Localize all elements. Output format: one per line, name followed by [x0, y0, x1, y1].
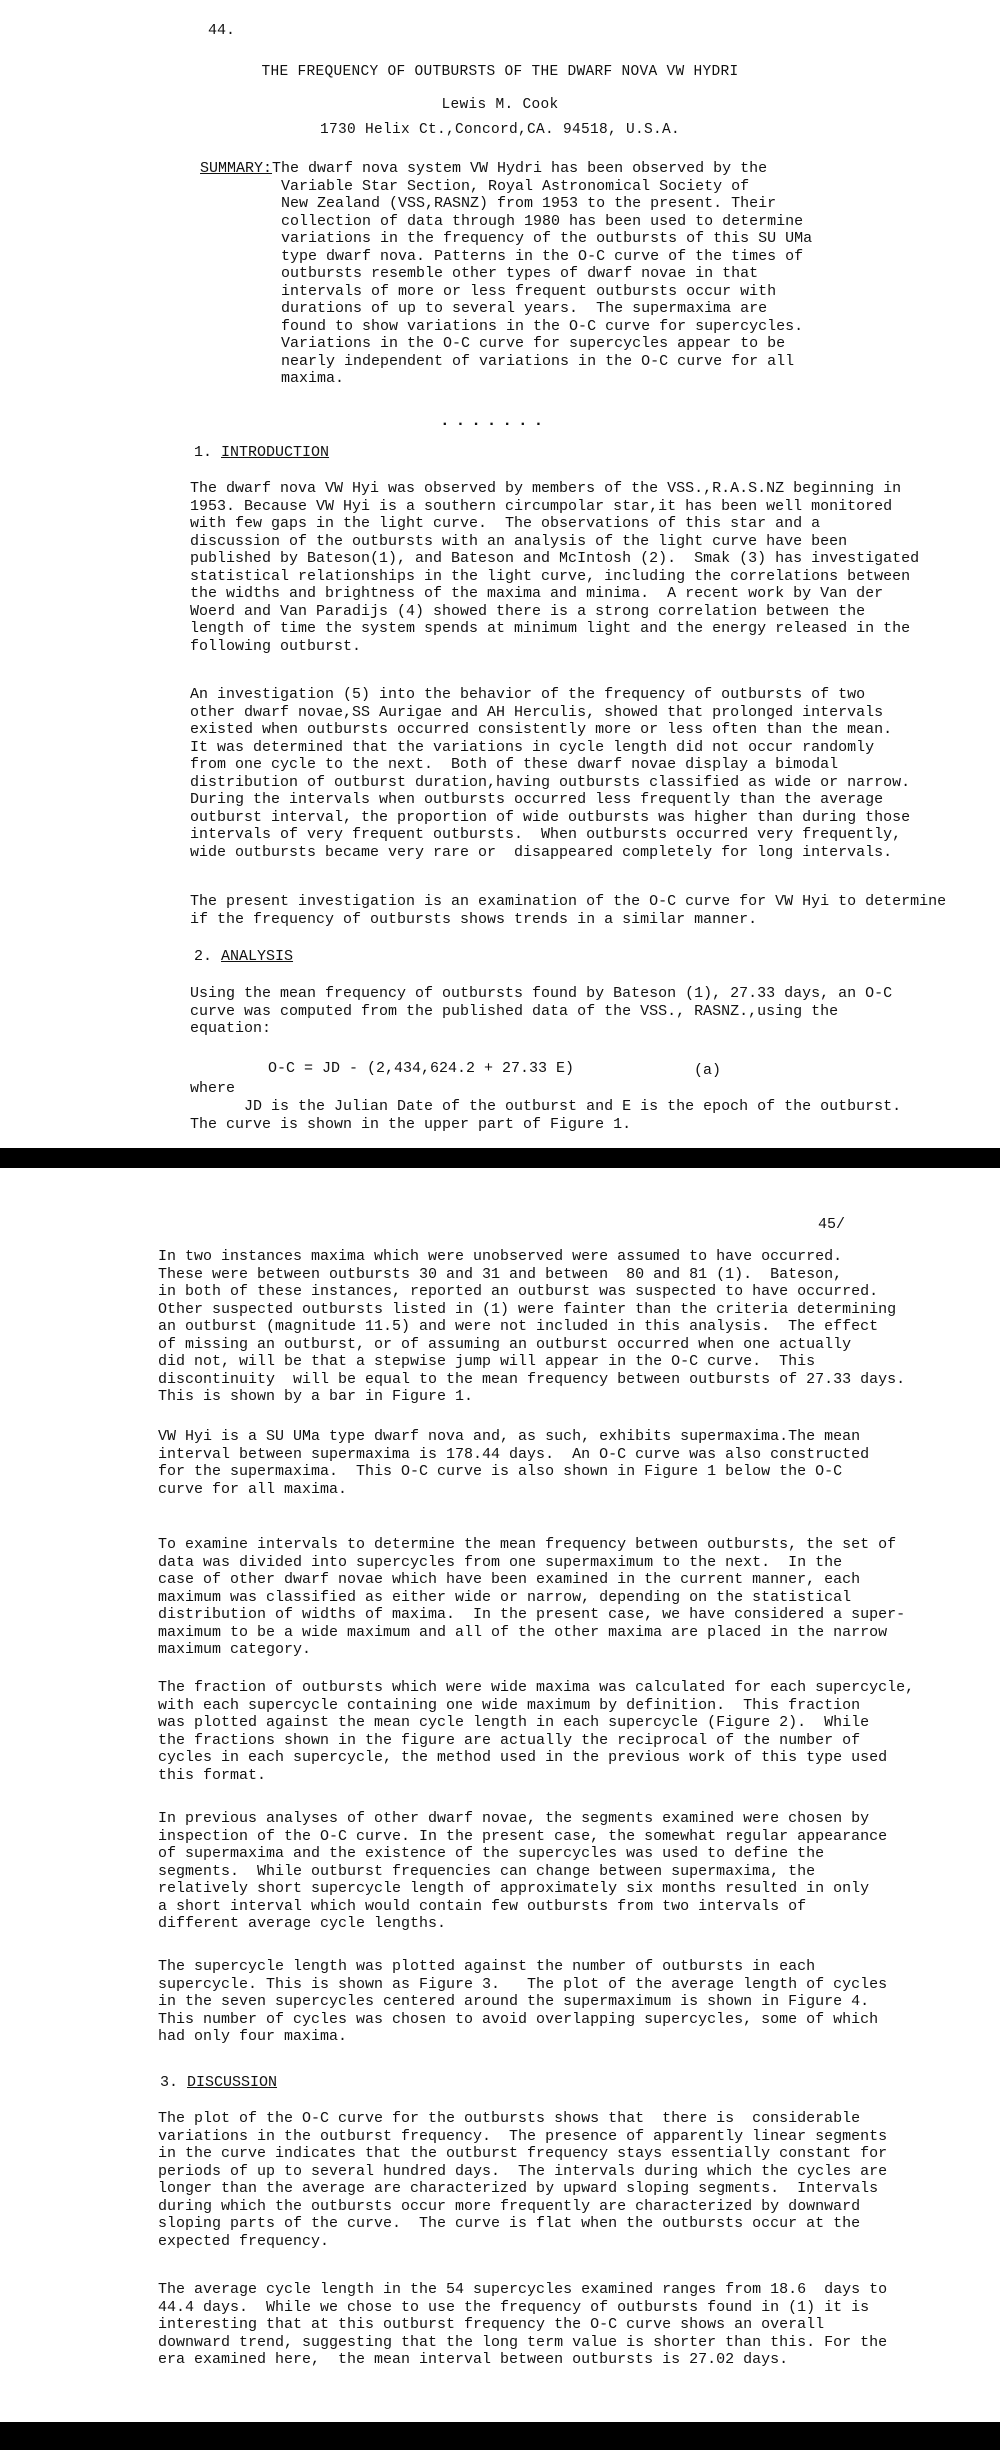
- section-title: DISCUSSION: [187, 2074, 278, 2091]
- page-number: 45/: [818, 1216, 846, 1233]
- analysis-paragraph-6: The fraction of outbursts which were wide maxima was calculated for each supercycle, with each supercycle containing one wide maximum by definition. This fraction was plotted against the mean cycle length in each supercycle (Figure 2). While the fractions shown in the figure are actually the reciprocal of the number of cycles in each supercycle, the method used in the previous work of this type used this format.: [158, 1679, 915, 1784]
- discussion-paragraph-2: The average cycle length in the 54 supercycles examined ranges from 18.6 days to 44.4 days. While we chose to use the frequency of outbursts found in (1) it is interesting that at this outburst frequency the O-C curve shows an overall downward trend, suggesting that the long term value is shorter than this. For the era examined here, the mean interval between outbursts is 27.02 days.: [158, 2281, 888, 2368]
- section-title: ANALYSIS: [221, 948, 294, 965]
- section-heading-introduction: [194, 444, 329, 461]
- analysis-paragraph-2: JD is the Julian Date of the outburst and E is the epoch of the outburst. The curve is shown in the upper part of Figure 1.: [190, 1098, 902, 1133]
- section-heading-discussion: [160, 2074, 277, 2091]
- section-number: 3.: [160, 2074, 188, 2091]
- intro-paragraph-1: The dwarf nova VW Hyi was observed by members of the VSS.,R.A.S.NZ beginning in 1953. Because VW Hyi is a southern circumpolar star,it has been well monitored with few gaps in the light curve. The observations of this star and a discussion of the outbursts with an analysis of the light curve have been published by Bateson(1), and Bateson and McIntosh (2). Smak (3) has investigated statistical relationships in the light curve, including the correlations between the widths and brightness of the maxima and minima. A recent work by Van der Woerd and Van Paradijs (4) showed there is a strong correlation between the length of time the system spends at minimum light and the energy released in the following outburst.: [190, 480, 920, 655]
- section-separator: .......: [440, 412, 550, 430]
- discussion-paragraph-1: The plot of the O-C curve for the outbursts shows that there is considerable variations in the outburst frequency. The presence of apparently linear segments in the curve indicates that the outburst frequency stays essentially constant for periods of up to several hundred days. The intervals during which the cycles are longer than the average are characterized by upward sloping segments. Intervals during which the outbursts occur more frequently are characterized by downward sloping parts of the curve. The curve is flat when the outbursts occur at the expected frequency.: [158, 2110, 888, 2250]
- page-divider: [0, 1148, 1000, 1168]
- intro-paragraph-3: The present investigation is an examination of the O-C curve for VW Hyi to determine if the frequency of outbursts shows trends in a similar manner.: [190, 893, 947, 928]
- paper-title: THE FREQUENCY OF OUTBURSTS OF THE DWARF NOVA VW HYDRI: [261, 64, 739, 80]
- author-address: 1730 Helix Ct.,Concord,CA. 94518, U.S.A.: [319, 122, 681, 138]
- intro-paragraph-2: An investigation (5) into the behavior of the frequency of outbursts of two other dwarf novae,SS Aurigae and AH Herculis, showed that prolonged intervals existed when outbursts occurred consistently more or less often than the mean. It was determined that the variations in cycle length did not occur randomly from one cycle to the next. Both of these dwarf novae display a bimodal distribution of outburst duration,having outbursts classified as wide or narrow. During the intervals when outbursts occurred less frequently than the average outburst interval, the proportion of wide outbursts was higher than during those intervals of very frequent outbursts. When outbursts occurred very frequently, wide outbursts became very rare or disappeared completely for long intervals.: [190, 686, 911, 861]
- equation-label: (a): [694, 1062, 722, 1079]
- analysis-paragraph-4: VW Hyi is a SU UMa type dwarf nova and, as such, exhibits supermaxima.The mean interval between supermaxima is 178.44 days. An O-C curve was also constructed for the supermaxima. This O-C curve is also shown in Figure 1 below the O-C curve for all maxima.: [158, 1428, 870, 1498]
- summary-label: SUMMARY:: [200, 160, 273, 177]
- analysis-paragraph-3: In two instances maxima which were unobserved were assumed to have occurred. These were between outbursts 30 and 31 and between 80 and 81 (1). Bateson, in both of these instances, reported an outburst was suspected to have occurred. Other suspected outbursts listed in (1) were fainter than the criteria determining an outburst (magnitude 11.5) and were not included in this analysis. The effect of missing an outburst, or of assuming an outburst occurred when one actually did not, will be that a stepwise jump will appear in the O-C curve. This discontinuity will be equal to the mean frequency between outbursts of 27.33 days. This is shown by a bar in Figure 1.: [158, 1248, 906, 1405]
- section-heading-analysis: [194, 948, 293, 965]
- analysis-paragraph-7: In previous analyses of other dwarf novae, the segments examined were chosen by inspection of the O-C curve. In the present case, the somewhat regular appearance of supermaxima and the existence of the supercycles was used to define the segments. While outburst frequencies can change between supermaxima, the relatively short supercycle length of approximately six months resulted in only a short interval which would contain few outbursts from two intervals of different average cycle lengths.: [158, 1810, 888, 1932]
- page-divider: [0, 2422, 1000, 2450]
- section-title: INTRODUCTION: [221, 444, 330, 461]
- analysis-paragraph-5: To examine intervals to determine the mean frequency between outbursts, the set of data was divided into supercycles from one supermaximum to the next. In the case of other dwarf novae which have been examined in the current manner, each maximum was classified as either wide or narrow, depending on the statistical distribution of widths of maxima. In the present case, we have considered a super- maximum to be a wide maximum and all of the other maxima are placed in the narrow maximum category.: [158, 1536, 906, 1658]
- section-number: 1.: [194, 444, 222, 461]
- author-name: Lewis M. Cook: [441, 97, 559, 113]
- analysis-paragraph-1: Using the mean frequency of outbursts found by Bateson (1), 27.33 days, an O-C curve was computed from the published data of the VSS., RASNZ.,using the equation:: [190, 985, 893, 1037]
- analysis-paragraph-8: The supercycle length was plotted against the number of outbursts in each supercycle. This is shown as Figure 3. The plot of the average length of cycles in the seven supercycles centered around the supermaximum is shown in Figure 4. This number of cycles was chosen to avoid overlapping supercycles, some of which had only four maxima.: [158, 1958, 888, 2045]
- page-44: [0, 0, 1000, 1148]
- summary: [200, 160, 1000, 388]
- equation: O-C = JD - (2,434,624.2 + 27.33 E): [268, 1060, 575, 1077]
- section-number: 2.: [194, 948, 222, 965]
- page-45: [0, 1168, 1000, 2422]
- summary-text: The dwarf nova system VW Hydri has been observed by the Variable Star Section, Royal Astronomical Society of New Zealand (VSS,RASNZ) from 1953 to the present. Their collection of data through 1980 has been used to determine variations in the frequency of the outbursts of this SU UMa type dwarf nova. Patterns in the O-C curve of the times of outbursts resemble other types of dwarf novae in that intervals of more or less frequent outbursts occur with durations of up to several years. The supermaxima are found to show variations in the O-C curve for supercycles. Variations in the O-C curve for supercycles appear to be nearly independent of variations in the O-C curve for all maxima.: [272, 160, 813, 387]
- page-number: 44.: [208, 22, 236, 39]
- where-label: where: [190, 1080, 236, 1097]
